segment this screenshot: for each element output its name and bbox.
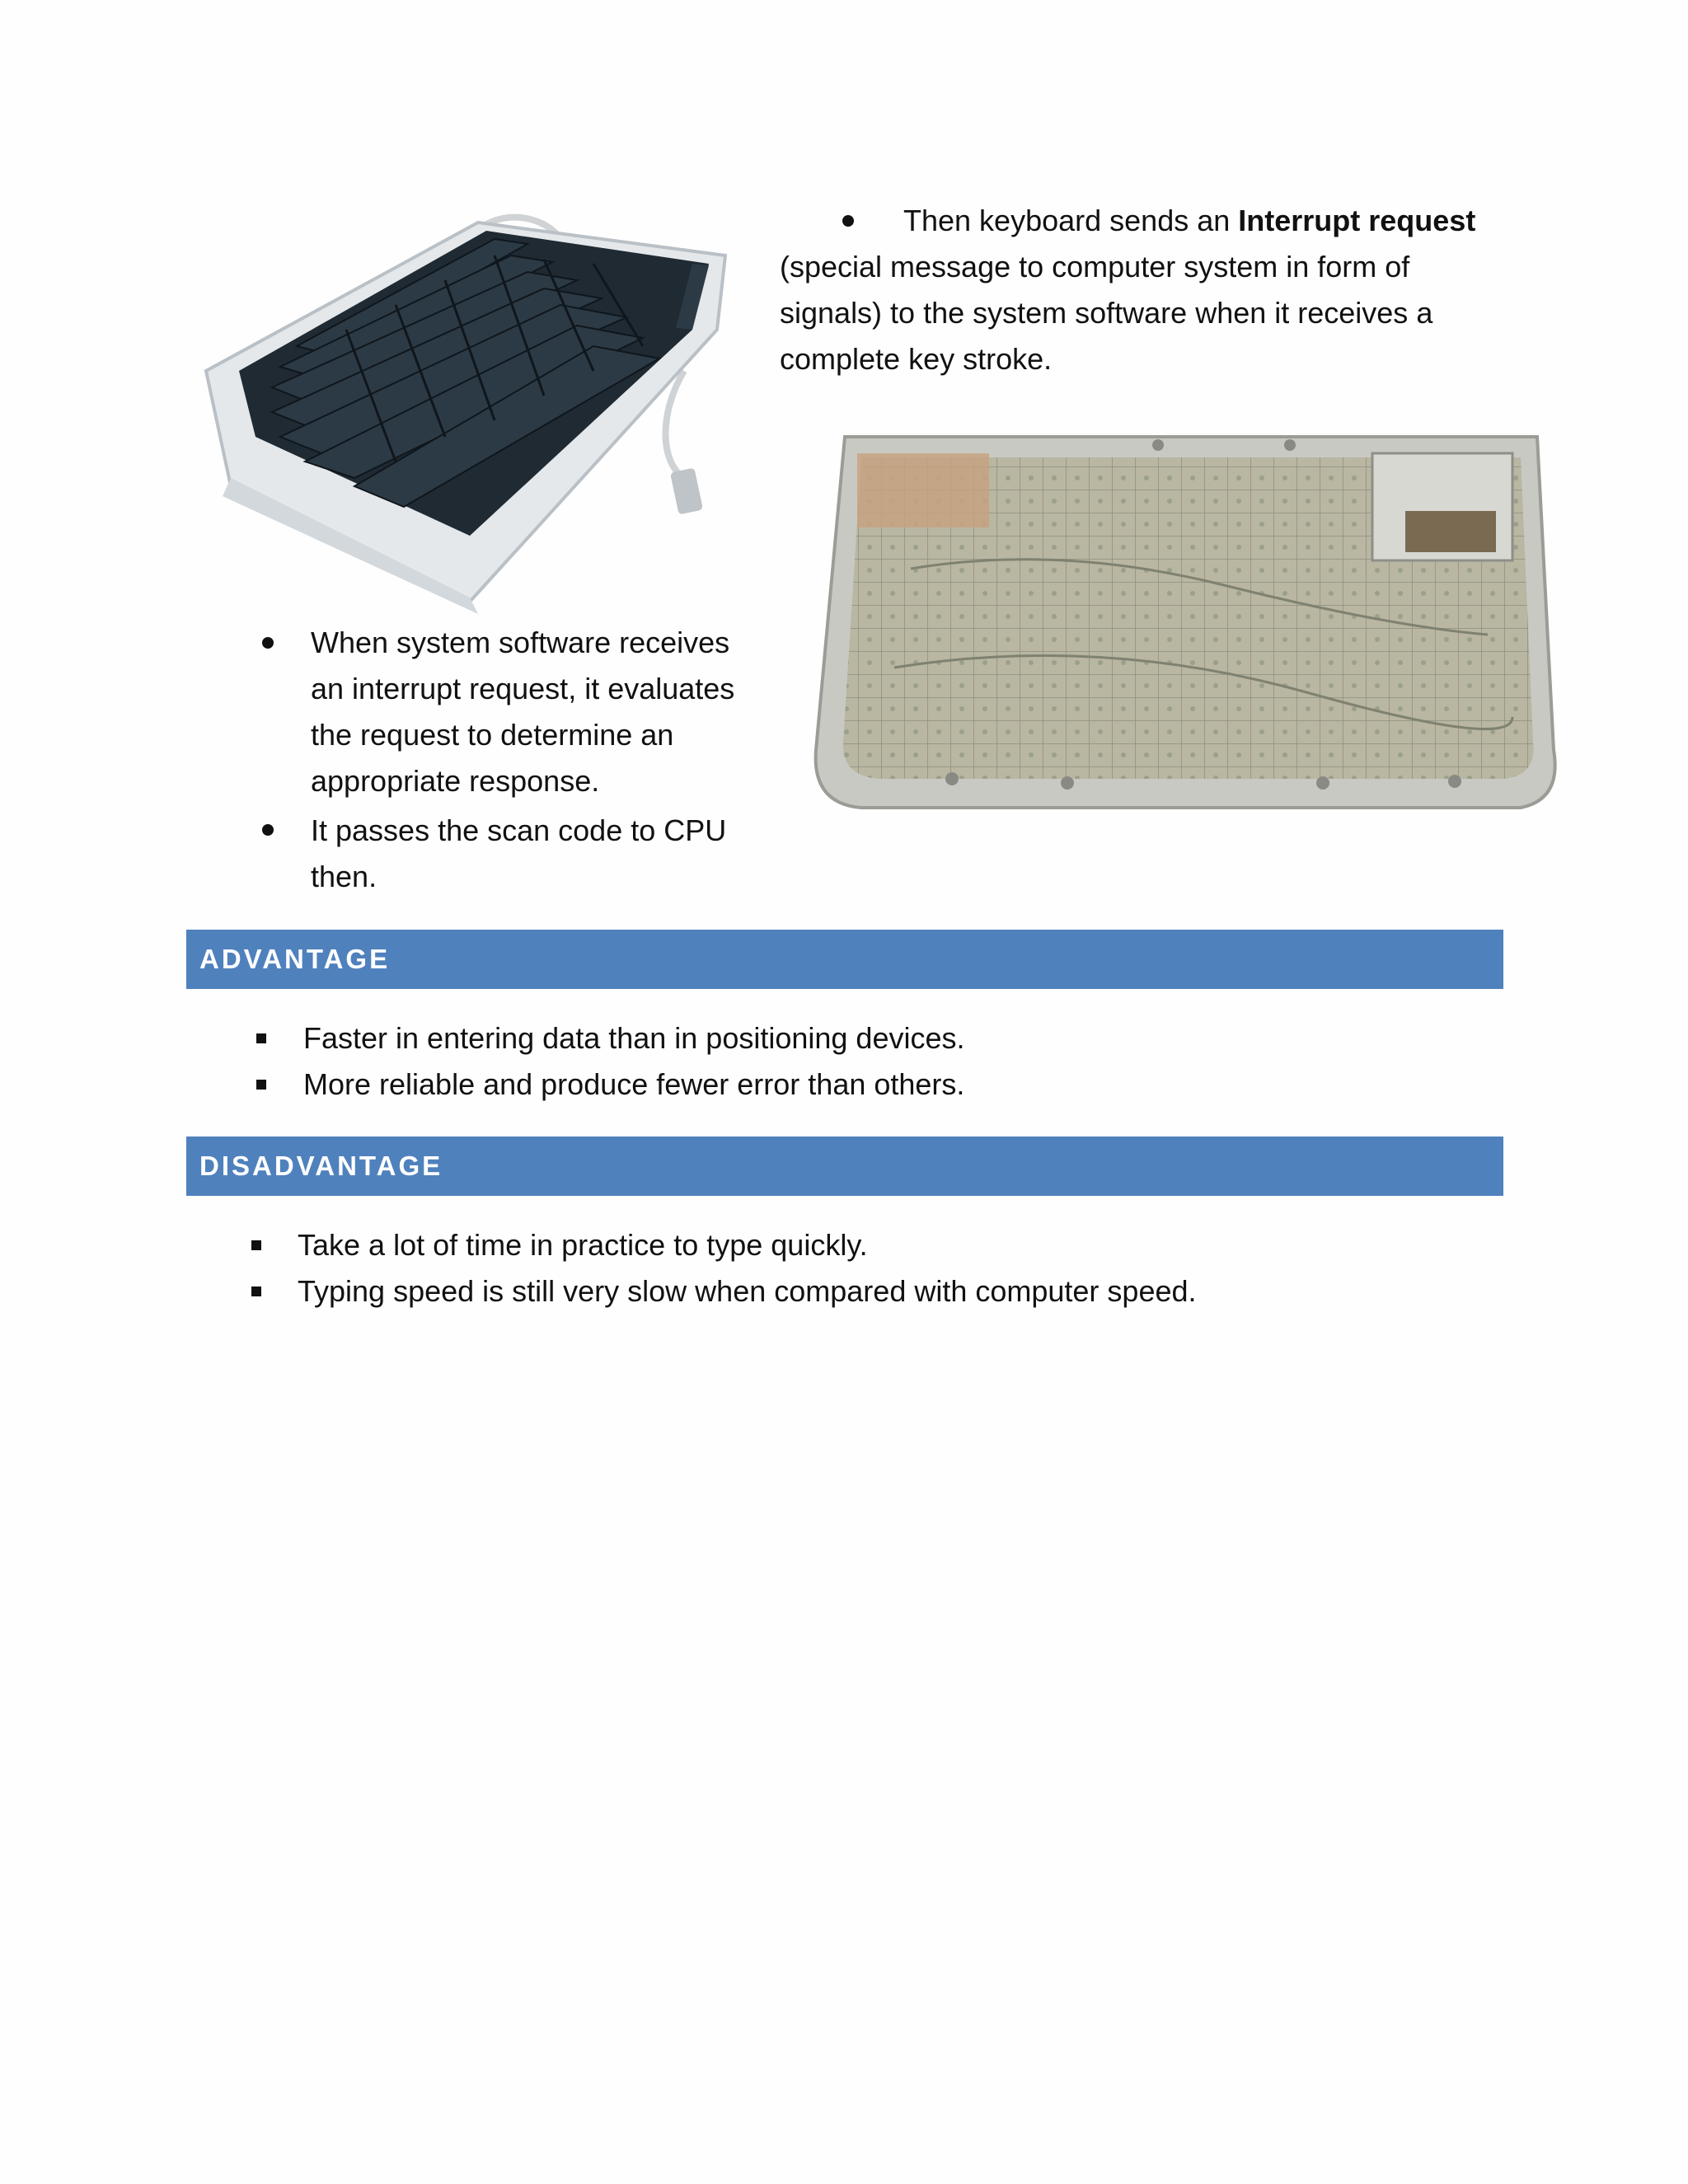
left-bullet-line: When system software receives: [311, 626, 730, 659]
left-bullet-line: the request to determine an: [311, 718, 674, 752]
disadvantage-item: Typing speed is still very slow when compared with computer speed.: [298, 1274, 1197, 1308]
square-bullet-icon: [256, 1033, 266, 1043]
bullet-icon: [262, 824, 274, 836]
left-bullet-line: then.: [311, 860, 377, 893]
left-bullet-line: It passes the scan code to CPU: [311, 813, 727, 847]
interrupt-line-2: (special message to computer system in form of: [780, 250, 1410, 284]
square-bullet-icon: [251, 1286, 261, 1296]
keyboard-circuit-image: [812, 420, 1570, 832]
left-bullet-line: appropriate response.: [311, 764, 600, 798]
keyboard-image: [198, 190, 758, 618]
left-bullet-item: [311, 808, 772, 900]
left-bullet-line: an interrupt request, it evaluates: [311, 672, 735, 705]
interrupt-paragraph: [780, 198, 1505, 382]
square-bullet-icon: [256, 1080, 266, 1090]
advantage-item: More reliable and produce fewer error than others.: [303, 1067, 965, 1101]
interrupt-lead-text: Then keyboard sends an: [903, 204, 1239, 237]
advantage-item: Faster in entering data than in positioning devices.: [303, 1021, 965, 1055]
interrupt-line-1: [780, 198, 1505, 244]
advantage-heading: ADVANTAGE: [199, 944, 391, 974]
bullet-icon: [262, 637, 274, 649]
left-bullet-item: [311, 620, 772, 804]
interrupt-line-3: signals) to the system software when it receives a: [780, 296, 1433, 330]
disadvantage-item: Take a lot of time in practice to type quickly.: [298, 1228, 868, 1262]
interrupt-request-term: Interrupt request: [1238, 204, 1476, 237]
interrupt-line-4: complete key stroke.: [780, 342, 1053, 376]
advantage-heading-bar: [186, 930, 1503, 989]
disadvantage-heading-bar: [186, 1137, 1503, 1196]
disadvantage-heading: DISADVANTAGE: [199, 1151, 443, 1181]
square-bullet-icon: [251, 1240, 261, 1250]
